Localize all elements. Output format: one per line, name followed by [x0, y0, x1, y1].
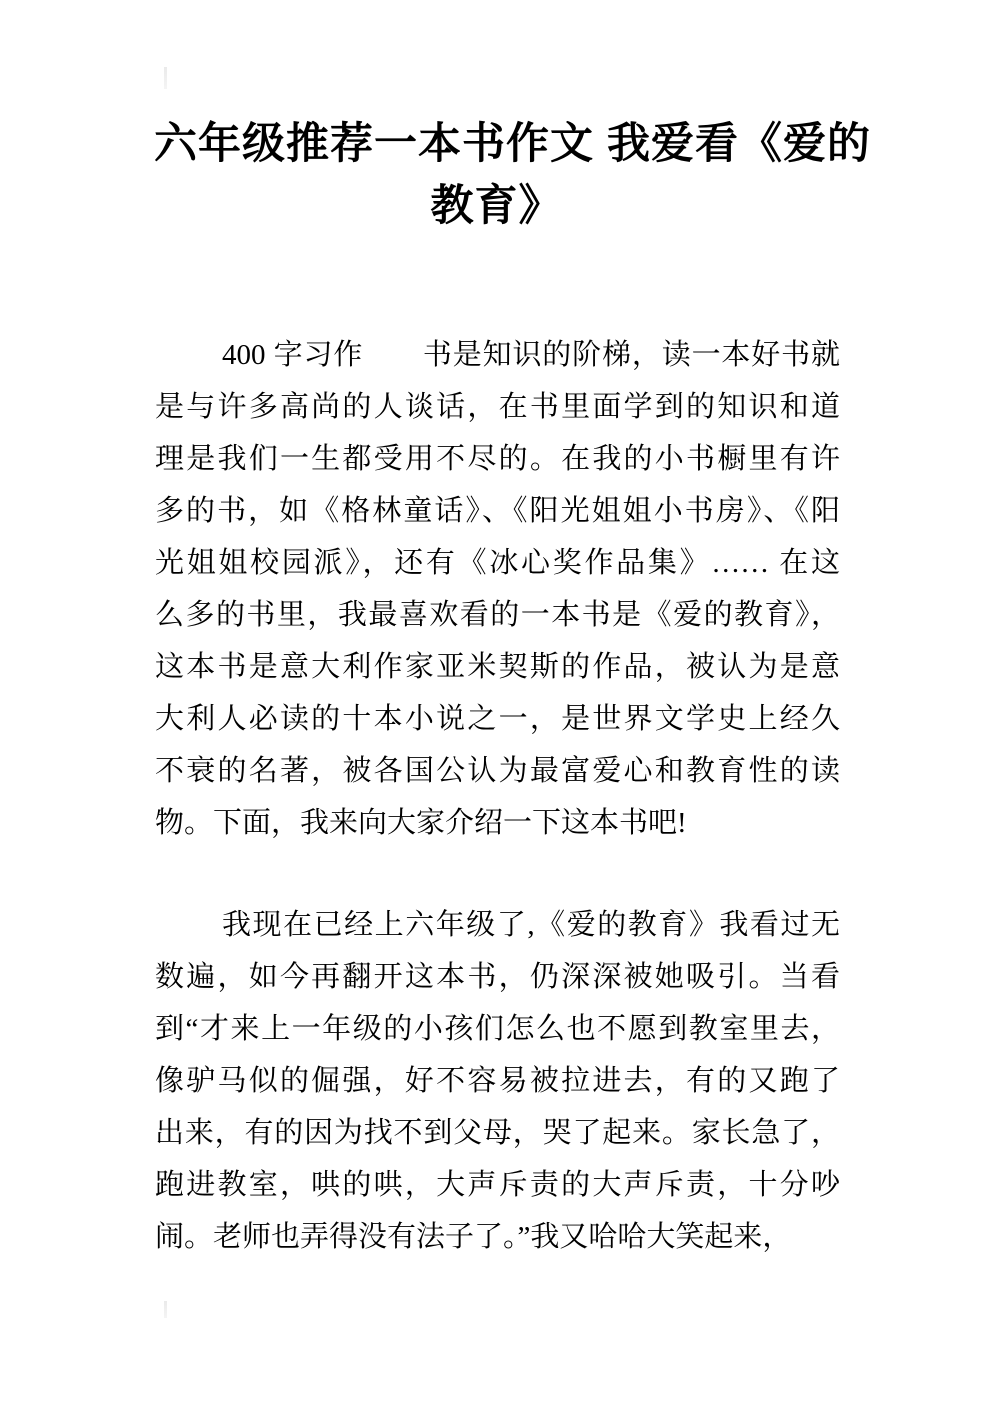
essay-line: 这本书是意大利作家亚米契斯的作品，被认为是意 — [155, 651, 840, 683]
essay-line: 么多的书里，我最喜欢看的一本书是《爱的教育》， — [155, 599, 840, 631]
scan-artifact-top — [164, 67, 167, 89]
essay-line: 像驴马似的倔强，好不容易被拉进去，有的又跑了 — [155, 1065, 840, 1097]
essay-line: 数遍，如今再翻开这本书，仍深深被她吸引。当看 — [155, 961, 840, 993]
essay-body — [155, 329, 840, 1263]
essay-line: 多的书，如《格林童话》、《阳光姐姐小书房》、《阳 — [155, 495, 840, 527]
essay-title-line-1: 六年级推荐一本书作文 我爱看《爱的 — [154, 120, 871, 168]
essay-line: 出来，有的因为找不到父母，哭了起来。家长急了， — [155, 1117, 840, 1149]
paragraph-2 — [155, 899, 840, 1263]
essay-line: 到“才来上一年级的小孩们怎么也不愿到教室里去， — [155, 1013, 840, 1045]
essay-line: 物。下面，我来向大家介绍一下这本书吧! — [155, 807, 687, 839]
essay-line: 光姐姐校园派》，还有《冰心奖作品集》…… 在这 — [155, 547, 840, 579]
essay-line: 闹。老师也弄得没有法子了。”我又哈哈大笑起来， — [155, 1221, 792, 1253]
essay-title-line-2: 教育》 — [430, 182, 563, 230]
scan-artifact-bottom — [164, 1301, 167, 1318]
essay-line: 跑进教室，哄的哄，大声斥责的大声斥责，十分吵 — [155, 1169, 840, 1201]
essay-line: 不衰的名著，被各国公认为最富爱心和教育性的读 — [155, 755, 840, 787]
essay-line: 400 字习作 书是知识的阶梯，读一本好书就 — [222, 339, 840, 371]
essay-line: 是与许多高尚的人谈话，在书里面学到的知识和道 — [155, 391, 840, 423]
essay-line: 理是我们一生都受用不尽的。在我的小书橱里有许 — [155, 443, 840, 475]
essay-title — [154, 113, 871, 237]
essay-line: 大利人必读的十本小说之一，是世界文学史上经久 — [155, 703, 840, 735]
paragraph-1 — [155, 329, 840, 849]
essay-line: 我现在已经上六年级了,《爱的教育》我看过无 — [222, 909, 840, 941]
